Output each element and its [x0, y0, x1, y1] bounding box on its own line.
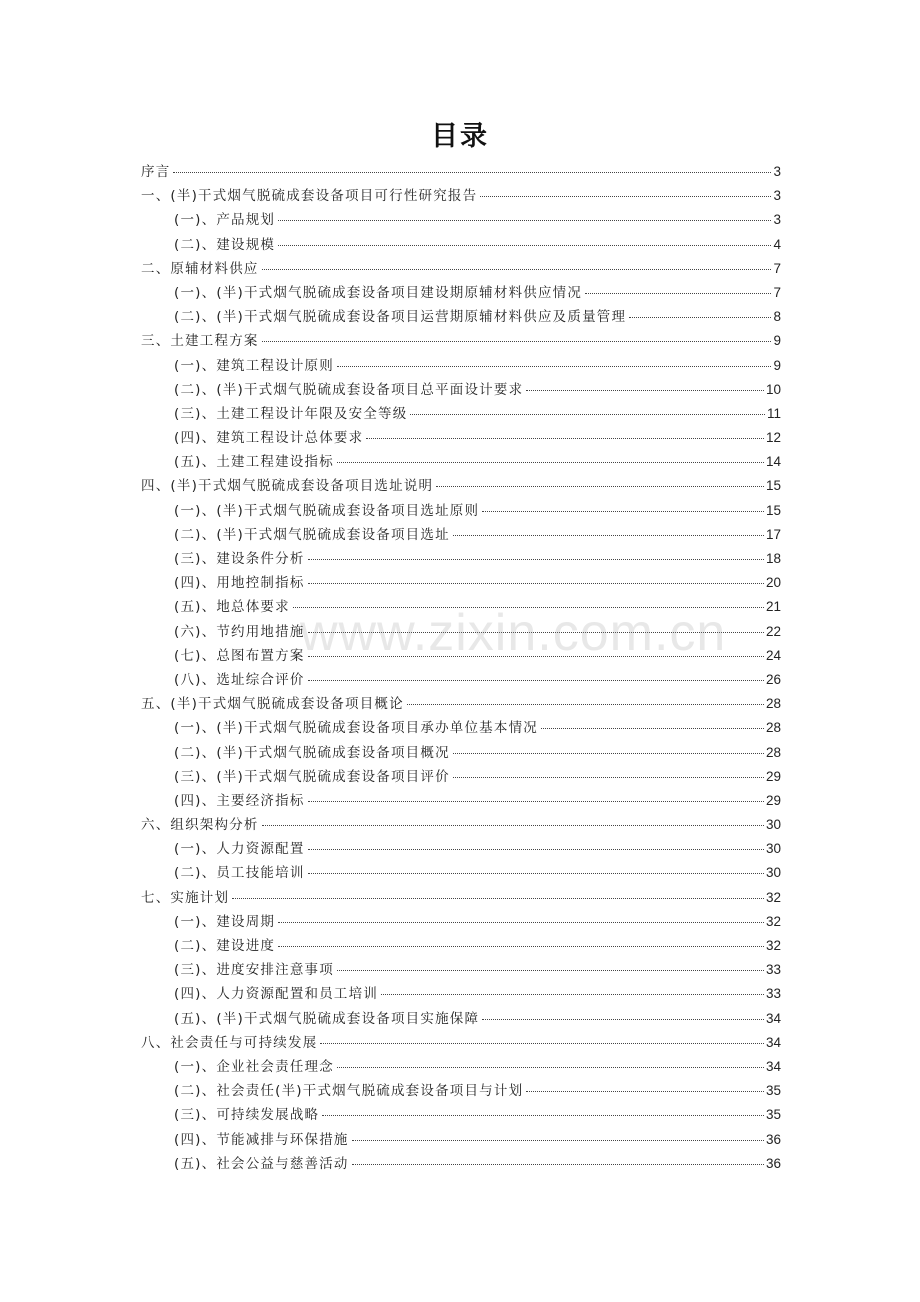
toc-entry-page: 21 — [765, 599, 781, 615]
toc-entry[interactable] — [141, 789, 781, 813]
toc-entry[interactable] — [141, 813, 781, 837]
toc-entry-label: 二、原辅材料供应 — [141, 260, 259, 277]
toc-leader-dots — [308, 559, 764, 560]
table-of-contents — [141, 160, 781, 1176]
toc-entry-label: (七)、总图布置方案 — [174, 647, 305, 664]
toc-leader-dots — [585, 293, 771, 294]
toc-entry[interactable] — [141, 595, 781, 619]
toc-entry-page: 8 — [773, 309, 781, 325]
toc-entry[interactable] — [141, 692, 781, 716]
toc-leader-dots — [453, 777, 764, 778]
toc-entry-page: 9 — [773, 333, 781, 349]
toc-leader-dots — [308, 656, 764, 657]
toc-entry[interactable] — [141, 474, 781, 498]
toc-entry-page: 32 — [765, 938, 781, 953]
toc-entry-page: 34 — [765, 1034, 781, 1050]
toc-entry-page: 11 — [766, 405, 781, 421]
toc-entry-label: (三)、可持续发展战略 — [174, 1107, 320, 1124]
toc-entry[interactable] — [141, 1007, 781, 1031]
toc-entry-page: 15 — [765, 478, 781, 494]
toc-leader-dots — [352, 1140, 764, 1141]
toc-leader-dots — [629, 317, 771, 318]
toc-entry[interactable] — [141, 257, 781, 281]
toc-entry[interactable] — [141, 233, 781, 257]
toc-entry-page: 14 — [765, 454, 781, 470]
toc-entry-page: 28 — [765, 696, 781, 712]
toc-entry-label: 三、土建工程方案 — [141, 333, 259, 350]
toc-entry[interactable] — [141, 571, 781, 595]
toc-entry-label: (五)、土建工程建设指标 — [174, 454, 334, 471]
toc-entry-label: 序言 — [141, 164, 171, 180]
toc-entry-label: 四、(半)干式烟气脱硫成套设备项目选址说明 — [141, 478, 434, 495]
toc-entry-page: 15 — [765, 502, 781, 518]
toc-entry[interactable] — [141, 934, 781, 958]
toc-leader-dots — [526, 1091, 764, 1092]
toc-entry-label: (一)、人力资源配置 — [174, 841, 305, 858]
toc-entry[interactable] — [141, 716, 781, 740]
toc-entry-page: 36 — [765, 1155, 781, 1171]
toc-leader-dots — [526, 390, 764, 391]
toc-entry-page: 3 — [773, 188, 781, 204]
toc-entry-label: (一)、建筑工程设计原则 — [174, 357, 334, 374]
toc-entry[interactable] — [141, 1103, 781, 1127]
toc-entry[interactable] — [141, 958, 781, 982]
toc-entry-page: 35 — [765, 1083, 781, 1099]
toc-leader-dots — [482, 511, 764, 512]
toc-leader-dots — [337, 462, 764, 463]
toc-leader-dots — [278, 946, 764, 947]
toc-entry-label: (四)、建筑工程设计总体要求 — [174, 430, 364, 447]
toc-entry-page: 17 — [765, 526, 781, 542]
toc-entry[interactable] — [141, 765, 781, 789]
toc-entry-page: 4 — [773, 236, 781, 252]
toc-entry-page: 29 — [765, 792, 781, 808]
toc-leader-dots — [293, 607, 764, 608]
toc-leader-dots — [278, 922, 764, 923]
toc-entry-label: (二)、社会责任(半)干式烟气脱硫成套设备项目与计划 — [174, 1083, 524, 1100]
toc-entry-label: 五、(半)干式烟气脱硫成套设备项目概论 — [141, 696, 404, 713]
toc-entry-label: (六)、节约用地措施 — [174, 623, 305, 640]
toc-leader-dots — [410, 414, 765, 415]
toc-leader-dots — [322, 1115, 764, 1116]
toc-entry-label: (三)、建设条件分析 — [174, 551, 305, 567]
toc-leader-dots — [320, 1043, 764, 1044]
toc-entry-label: (一)、(半)干式烟气脱硫成套设备项目承办单位基本情况 — [174, 720, 538, 737]
toc-entry-label: (八)、选址综合评价 — [174, 671, 305, 688]
toc-entry-page: 28 — [765, 720, 781, 736]
toc-leader-dots — [173, 172, 771, 173]
toc-entry-label: (一)、企业社会责任理念 — [174, 1058, 334, 1075]
toc-entry-page: 32 — [765, 889, 781, 905]
toc-leader-dots — [453, 753, 764, 754]
toc-entry[interactable] — [141, 547, 781, 571]
toc-leader-dots — [482, 1019, 764, 1020]
toc-entry-label: 七、实施计划 — [141, 889, 230, 906]
toc-entry-label: (五)、(半)干式烟气脱硫成套设备项目实施保障 — [174, 1010, 480, 1027]
toc-entry-label: (二)、(半)干式烟气脱硫成套设备项目运营期原辅材料供应及质量管理 — [174, 309, 627, 326]
toc-entry-label: (二)、(半)干式烟气脱硫成套设备项目选址 — [174, 526, 450, 543]
toc-leader-dots — [480, 196, 771, 197]
toc-entry[interactable] — [141, 208, 781, 232]
toc-entry-label: (一)、(半)干式烟气脱硫成套设备项目选址原则 — [174, 502, 480, 519]
toc-leader-dots — [262, 825, 764, 826]
toc-entry-label: (二)、建设规模 — [174, 236, 276, 253]
toc-entry-label: (五)、地总体要求 — [174, 599, 290, 616]
toc-entry-label: (一)、产品规划 — [174, 212, 276, 229]
toc-entry-page: 36 — [765, 1131, 781, 1147]
toc-entry-label: (四)、用地控制指标 — [174, 575, 305, 592]
toc-entry[interactable] — [141, 1152, 781, 1176]
toc-entry-page: 24 — [765, 647, 781, 663]
toc-entry-page: 22 — [765, 623, 781, 639]
toc-entry-label: 八、社会责任与可持续发展 — [141, 1034, 318, 1051]
toc-leader-dots — [337, 1067, 764, 1068]
toc-entry[interactable] — [141, 305, 781, 329]
toc-entry-page: 33 — [765, 986, 781, 1002]
toc-leader-dots — [436, 486, 764, 487]
toc-entry[interactable] — [141, 910, 781, 934]
toc-leader-dots — [381, 994, 764, 995]
toc-entry-page: 30 — [765, 865, 781, 881]
toc-entry-page: 10 — [765, 381, 781, 397]
toc-entry-page: 12 — [765, 430, 781, 446]
toc-entry[interactable] — [141, 668, 781, 692]
toc-entry-page: 33 — [765, 962, 781, 978]
toc-entry-page: 3 — [773, 212, 781, 228]
toc-entry-label: (二)、建设进度 — [174, 938, 276, 954]
toc-entry[interactable] — [141, 160, 781, 184]
toc-entry-label: (一)、建设周期 — [174, 913, 276, 930]
toc-entry-page: 26 — [765, 671, 781, 687]
toc-entry[interactable] — [141, 450, 781, 474]
toc-entry-page: 18 — [765, 551, 781, 566]
toc-entry-label: (三)、土建工程设计年限及安全等级 — [174, 405, 408, 422]
toc-leader-dots — [262, 269, 772, 270]
toc-entry[interactable] — [141, 329, 781, 353]
toc-entry-label: (四)、人力资源配置和员工培训 — [174, 986, 379, 1003]
toc-entry-label: 一、(半)干式烟气脱硫成套设备项目可行性研究报告 — [141, 188, 478, 205]
toc-leader-dots — [337, 970, 764, 971]
toc-entry[interactable] — [141, 523, 781, 547]
toc-leader-dots — [278, 245, 771, 246]
toc-entry-page: 34 — [765, 1058, 781, 1074]
toc-leader-dots — [453, 535, 764, 536]
toc-entry-page: 30 — [765, 841, 781, 857]
toc-entry[interactable] — [141, 1055, 781, 1079]
toc-entry[interactable] — [141, 837, 781, 861]
toc-entry-page: 9 — [773, 357, 781, 373]
toc-entry-label: (五)、社会公益与慈善活动 — [174, 1155, 349, 1172]
toc-leader-dots — [308, 583, 764, 584]
toc-leader-dots — [337, 366, 772, 367]
toc-leader-dots — [308, 632, 764, 633]
toc-leader-dots — [308, 873, 764, 874]
toc-leader-dots — [308, 680, 764, 681]
toc-leader-dots — [262, 341, 772, 342]
page-title: 目录 — [431, 121, 489, 152]
toc-entry-label: (三)、进度安排注意事项 — [174, 962, 334, 979]
toc-entry-label: (二)、员工技能培训 — [174, 865, 305, 882]
toc-entry-page: 3 — [773, 164, 781, 179]
toc-entry[interactable] — [141, 1128, 781, 1152]
toc-entry[interactable] — [141, 1079, 781, 1103]
toc-entry-label: (四)、节能减排与环保措施 — [174, 1131, 349, 1148]
toc-entry-page: 35 — [765, 1107, 781, 1123]
toc-entry[interactable] — [141, 861, 781, 885]
toc-leader-dots — [278, 220, 771, 221]
toc-entry[interactable] — [141, 184, 781, 208]
toc-entry-label: (三)、(半)干式烟气脱硫成套设备项目评价 — [174, 768, 450, 785]
toc-entry-page: 28 — [765, 744, 781, 760]
toc-entry-label: (二)、(半)干式烟气脱硫成套设备项目概况 — [174, 744, 450, 761]
toc-entry[interactable] — [141, 281, 781, 305]
toc-entry[interactable] — [141, 499, 781, 523]
toc-leader-dots — [541, 728, 764, 729]
toc-leader-dots — [232, 898, 764, 899]
watermark: www.zixin.com.cn — [300, 604, 727, 662]
toc-entry[interactable] — [141, 644, 781, 668]
toc-entry[interactable] — [141, 982, 781, 1006]
toc-entry[interactable] — [141, 354, 781, 378]
toc-entry-label: (一)、(半)干式烟气脱硫成套设备项目建设期原辅材料供应情况 — [174, 284, 583, 301]
toc-entry-page: 34 — [765, 1010, 781, 1026]
toc-entry[interactable] — [141, 426, 781, 450]
toc-entry-page: 30 — [765, 817, 781, 833]
toc-entry[interactable] — [141, 741, 781, 765]
toc-entry-page: 32 — [765, 913, 781, 929]
toc-entry-page: 20 — [765, 575, 781, 591]
toc-leader-dots — [308, 849, 764, 850]
toc-entry[interactable] — [141, 378, 781, 402]
toc-entry-label: (二)、(半)干式烟气脱硫成套设备项目总平面设计要求 — [174, 381, 524, 398]
toc-leader-dots — [366, 438, 764, 439]
toc-entry-page: 7 — [773, 260, 781, 276]
toc-entry[interactable] — [141, 402, 781, 426]
toc-entry[interactable] — [141, 1031, 781, 1055]
toc-leader-dots — [308, 801, 764, 802]
toc-leader-dots — [407, 704, 764, 705]
toc-entry-page: 7 — [773, 284, 781, 300]
toc-entry[interactable] — [141, 886, 781, 910]
toc-leader-dots — [352, 1164, 764, 1165]
toc-entry-label: 六、组织架构分析 — [141, 817, 259, 834]
toc-entry-label: (四)、主要经济指标 — [174, 792, 305, 809]
toc-entry[interactable] — [141, 620, 781, 644]
toc-entry-page: 29 — [765, 768, 781, 784]
